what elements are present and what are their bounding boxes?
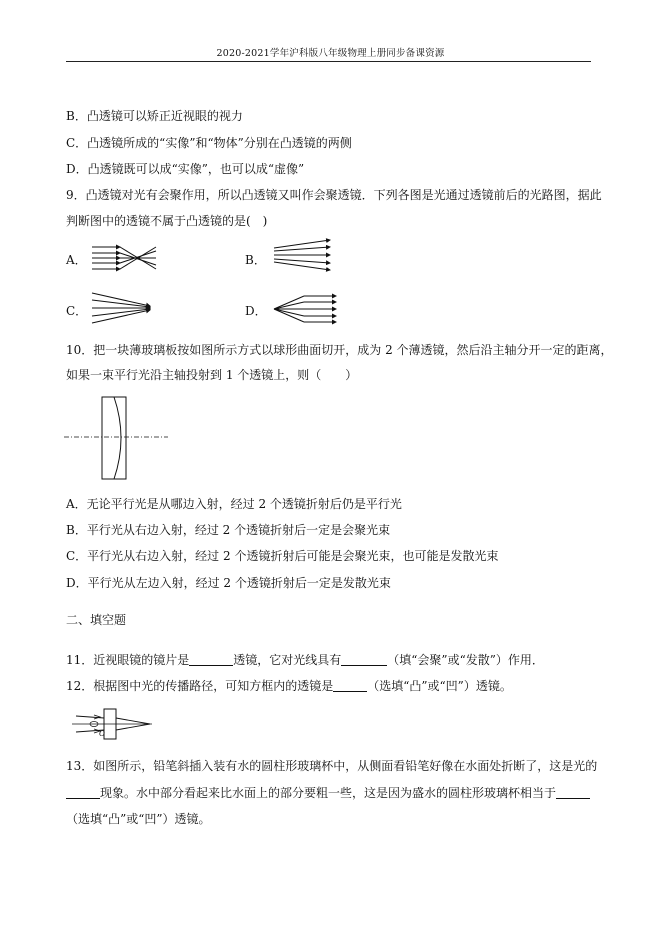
section-fill-in-title: 二、填空题 — [66, 613, 127, 627]
q12-figure-label: O — [99, 729, 105, 738]
q9-label-a: A． — [66, 253, 87, 267]
header-divider — [66, 61, 591, 62]
page-header: 2020-2021学年沪科版八年级物理上册同步备课资源 — [216, 48, 445, 59]
q12-text-part1: 12．根据图中光的传播路径，可知方框内的透镜是 — [66, 679, 334, 693]
q9-figure-c-converging — [90, 291, 154, 325]
q9-label-c: C． — [66, 304, 88, 318]
q11-blank-2[interactable] — [341, 652, 387, 666]
q13-line1: 13．如图所示，铅笔斜插入装有水的圆柱形玻璃杯中，从侧面看铅笔好像在水面处折断了，这是光的 — [66, 759, 598, 773]
q8-option-d: D．凸透镜既可以成“实像”，也可以成“虚像” — [66, 162, 305, 176]
q9-figure-b-diverging — [272, 238, 334, 272]
q11-blank-1[interactable] — [189, 652, 233, 666]
q13-blank-1[interactable] — [66, 785, 100, 799]
q13-line3: （选填“凸”或“凹”）透镜。 — [66, 812, 211, 826]
q13-text-line2: 现象。水中部分看起来比水面上的部分要粗一些，这是因为盛水的圆柱形玻璃杯相当于 — [100, 786, 557, 800]
q10-glass-plate-figure — [64, 395, 174, 481]
q11-text-part3: （填“会聚”或“发散”）作用． — [387, 653, 544, 667]
q12-light-path-figure — [72, 704, 152, 744]
q8-option-c: C．凸透镜所成的“实像”和“物体”分别在凸透镜的两侧 — [66, 136, 352, 150]
q11-line — [66, 652, 544, 668]
q10-option-c: C．平行光从右边入射，经过 2 个透镜折射后可能是会聚光束，也可能是发散光束 — [66, 549, 499, 563]
q12-line — [66, 678, 512, 694]
q11-text-part1: 11．近视眼镜的镜片是 — [66, 653, 190, 667]
q10-stem-line2: 如果一束平行光沿主轴投射到 1 个透镜上，则（ ） — [66, 368, 358, 382]
q9-label-d: D． — [245, 304, 267, 318]
q12-text-part2: （选填“凸”或“凹”）透镜。 — [367, 679, 512, 693]
q10-option-d: D．平行光从左边入射，经过 2 个透镜折射后一定是发散光束 — [66, 576, 391, 590]
q10-stem-line1: 10．把一块薄玻璃板按如图所示方式以球形曲面切开，成为 2 个薄透镜，然后沿主轴分开一定的距离， — [66, 343, 613, 357]
q9-figure-a-converging — [90, 243, 162, 273]
q13-line2 — [66, 785, 590, 801]
q9-stem-line1: 9．凸透镜对光有会聚作用，所以凸透镜又叫作会聚透镜．下列各图是光通过透镜前后的光路图，据此 — [66, 188, 602, 202]
q9-stem-line2: 判断图中的透镜不属于凸透镜的是( ) — [66, 214, 268, 228]
q9-figure-d-converge-to-parallel — [270, 293, 340, 325]
q9-label-b: B． — [245, 253, 266, 267]
q11-text-part2: 透镜，它对光线具有 — [233, 653, 342, 667]
q12-blank[interactable] — [333, 678, 367, 692]
q10-option-b: B．平行光从右边入射，经过 2 个透镜折射后一定是会聚光束 — [66, 523, 391, 537]
q10-option-a: A．无论平行光是从哪边入射，经过 2 个透镜折射后仍是平行光 — [66, 497, 402, 511]
q8-option-b: B．凸透镜可以矫正近视眼的视力 — [66, 109, 243, 123]
q13-blank-2[interactable] — [556, 785, 590, 799]
